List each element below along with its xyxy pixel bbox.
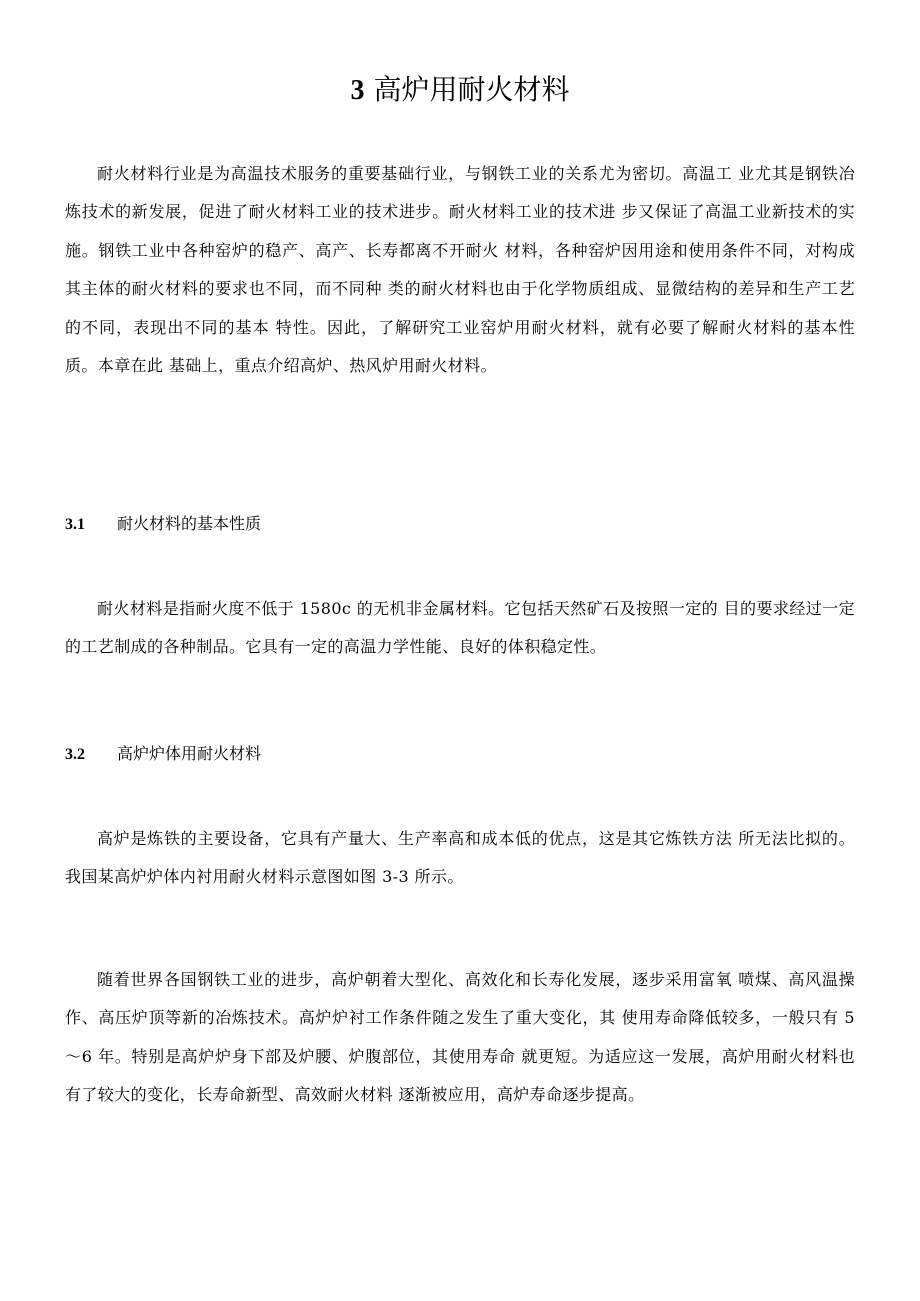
- page-title: [0, 70, 920, 111]
- chapter-number: 3: [350, 75, 365, 106]
- section-heading-3-2: [65, 742, 261, 767]
- section-3-1-paragraph: 耐火材料是指耐火度不低于 1580c 的无机非金属材料。它包括天然矿石及按照一定的 目的要求经过一定的工艺制成的各种制品。它具有一定的高温力学性能、良好的体积稳定性。: [65, 599, 855, 657]
- section-3-2-paragraph-1: 高炉是炼铁的主要设备，它具有产量大、生产率高和成本低的优点，这是其它炼铁方法 所无法比拟的。我国某高炉炉体内衬用耐火材料示意图如图 3-3 所示。: [65, 829, 855, 887]
- section-heading-text: 耐火材料的基本性质: [117, 514, 262, 533]
- intro-paragraph: 耐火材料行业是为高温技术服务的重要基础行业，与钢铁工业的关系尤为密切。高温工 业尤其是钢铁冶炼技术的新发展，促进了耐火材料工业的技术进步。耐火材料工业的技术进 步又保证了高温工业新技术的实施。钢铁工业中各种窑炉的稳产、高产、长寿都离不开耐火 材料，各种窑炉因用途和使用条件不同，对构成其主体的耐火材料的要求也不同，而不同种 类的耐火材料也由于化学物质组成、显微结构的差异和生产工艺的不同，表现出不同的基本 特性。因此，了解研究工业窑炉用耐火材料，就有必要了解耐火材料的基本性质。本章在此 基础上，重点介绍高炉、热风炉用耐火材料。: [65, 164, 855, 376]
- section-number: 3.2: [65, 746, 85, 763]
- section-heading-3-1: [65, 512, 261, 537]
- section-number: 3.1: [65, 516, 85, 533]
- section-3-2-paragraph-2: 随着世界各国钢铁工业的进步，高炉朝着大型化、高效化和长寿化发展，逐步采用富氧 喷煤、高风温操作、高压炉顶等新的冶炼技术。高炉炉衬工作条件随之发生了重大变化，其 使用寿命降低较多，一般只有 5～6 年。特别是高炉炉身下部及炉腰、炉腹部位，其使用寿命 就更短。为适应这一发展，高炉用耐火材料也有了较大的变化，长寿命新型、高效耐火材料 逐渐被应用，高炉寿命逐步提高。: [65, 970, 855, 1105]
- chapter-title-text: 高炉用耐火材料: [373, 73, 570, 106]
- section-heading-text: 高炉炉体用耐火材料: [117, 744, 262, 763]
